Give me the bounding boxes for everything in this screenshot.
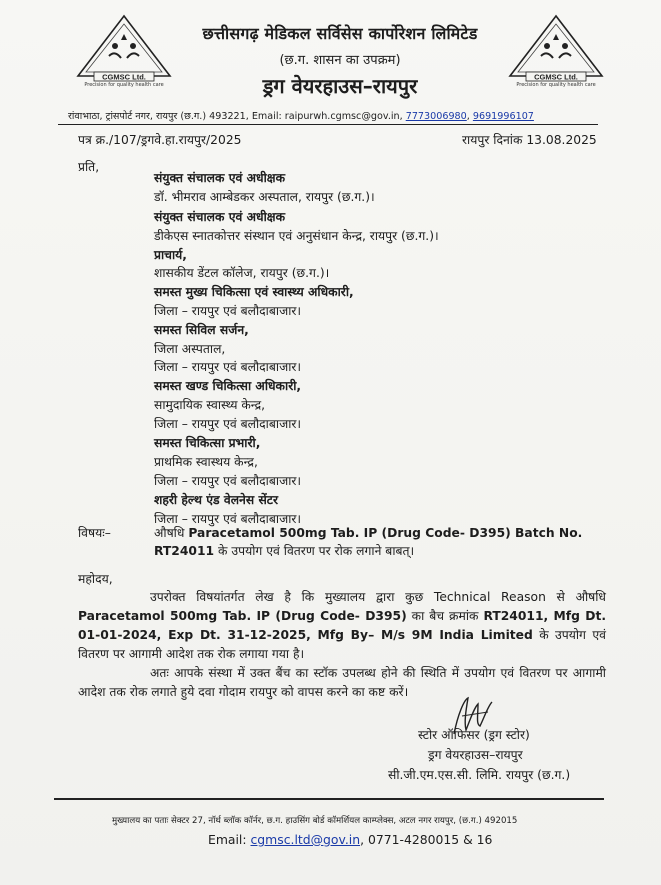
address-text: रांवाभाठा, ट्रांसपोर्ट नगर, रायपुर (छ.ग.) 493221, Email: raipurwh.cgmsc@gov.in, (68, 111, 406, 122)
recipient-line: सामुदायिक स्वास्थ्य केन्द्र, (154, 398, 266, 412)
hq-address: मुख्यालय का पताः सेक्टर 27, नॉर्थ ब्लॉक कॉर्नर, छ.ग. हाउसिंग बोर्ड कॉमर्शियल काम्प्लेक्स, अटल नगर रायपुर, (छ.ग.) 492015 (112, 816, 518, 826)
footer-contact (208, 832, 492, 847)
footer-email-label: Email: (208, 832, 251, 847)
footer-divider (54, 798, 604, 800)
logo-text: CGMSC Ltd. (534, 72, 578, 82)
to-label: प्रति, (78, 160, 100, 174)
recipient-line: जिला – रायपुर एवं बलौदाबाजार। (154, 474, 302, 488)
subject-text (154, 524, 604, 560)
cgmsc-emblem-icon (504, 12, 608, 88)
recipient-line: जिला – रायपुर एवं बलौदाबाजार। (154, 512, 302, 526)
footer-email-link[interactable]: cgmsc.ltd@gov.in (250, 832, 361, 847)
recipient-line: जिला – रायपुर एवं बलौदाबाजार। (154, 360, 302, 374)
recipient-line: समस्त मुख्य चिकित्सा एवं स्वास्थ्य अधिकारी, (154, 285, 354, 299)
recipient-line: शहरी हेल्थ एंड वेलनेस सेंटर (154, 493, 278, 507)
cgmsc-logo-right (504, 12, 608, 100)
phone-link-2[interactable]: 9691996107 (472, 111, 534, 122)
logo-tagline: Precision for quality health care (84, 82, 164, 88)
recipient-line: डॉ. भीमराव आम्बेडकर अस्पताल, रायपुर (छ.ग.)। (154, 190, 375, 204)
address-line (68, 109, 534, 122)
recipient-line: संयुक्त संचालक एवं अधीक्षक (154, 171, 286, 185)
p1-batch-details: RT24011, Mfg Dt. 01-01-2024, Exp Dt. 31-12-2025, Mfg By– M/s 9M India Limited (78, 609, 606, 642)
letterhead-title-block (190, 22, 490, 99)
recipient-line: प्राथमिक स्वास्थय केन्द्र, (154, 455, 258, 469)
org-name: छत्तीसगढ़ मेडिकल सर्विसेस कार्पोरेशन लिमिटेड (202, 24, 478, 43)
recipient-line: समस्त खण्ड चिकित्सा अधिकारी, (154, 379, 302, 393)
signatory-designation: स्टोर ऑफिसर (ड्रग स्टोर) (418, 728, 530, 742)
recipient-line: शासकीय डेंटल कॉलेज, रायपुर (छ.ग.)। (154, 266, 330, 280)
phone-separator: , (466, 111, 473, 122)
header-divider (58, 124, 598, 125)
p1-text-e: के उपयोग एवं वितरण पर आगामी आदेश तक रोक लगाया गया है। (78, 628, 606, 661)
office-name: ड्रग वेयरहाउस–रायपुर (262, 74, 418, 98)
cgmsc-emblem-icon (72, 12, 176, 88)
paragraph-1 (78, 588, 606, 664)
footer-phone: , 0771-4280015 & 16 (360, 832, 493, 847)
recipient-line: डीकेएस स्नातकोत्तर संस्थान एवं अनुसंधान केन्द्र, रायपुर (छ.ग.)। (154, 229, 439, 243)
subject-drug: Paracetamol 500mg Tab. IP (Drug Code- D395) Batch No. RT24011 (154, 526, 583, 558)
p1-text-c: का बैच क्रमांक (406, 609, 484, 623)
org-subtitle: (छ.ग. शासन का उपक्रम) (279, 53, 401, 68)
salutation: महोदय, (78, 572, 113, 586)
recipient-line: जिला – रायपुर एवं बलौदाबाजार। (154, 304, 302, 318)
logo-text: CGMSC Ltd. (102, 72, 146, 82)
subject-suffix: के उपयोग एवं वितरण पर रोक लगाने बाबत्। (214, 544, 415, 558)
signatory-org: सी.जी.एम.एस.सी. लिमि. रायपुर (छ.ग.) (388, 768, 571, 782)
reference-number: पत्र क्र./107/ड्रगवे.हा.रायपुर/2025 (78, 133, 242, 147)
letter-date: रायपुर दिनांक 13.08.2025 (462, 133, 597, 147)
paragraph-2 (78, 664, 606, 702)
p2-text: अतः आपके संस्था में उक्त बैंच का स्टॉक उपलब्ध होने की स्थिति में उपयोग एवं वितरण पर आगामी आदेश तक रोक लगाते हुये दवा गोदाम रायपुर को वापस करने का कष्ट करें। (78, 666, 606, 699)
subject-prefix: औषधि (154, 526, 189, 540)
recipient-line: जिला – रायपुर एवं बलौदाबाजार। (154, 417, 302, 431)
recipient-line: जिला अस्पताल, (154, 342, 226, 356)
subject-label: विषयः– (78, 526, 111, 540)
phone-link-1[interactable]: 7773006980 (405, 111, 467, 122)
p1-text-a: उपरोक्त विषयांतर्गत लेख है कि मुख्यालय द्वारा कुछ Technical Reason से औषधि (150, 590, 606, 604)
recipient-line: संयुक्त संचालक एवं अधीक्षक (154, 210, 286, 224)
p1-drug: Paracetamol 500mg Tab. IP (Drug Code- D395) (78, 609, 407, 623)
recipient-line: समस्त सिविल सर्जन, (154, 323, 249, 337)
logo-tagline: Precision for quality health care (516, 82, 596, 88)
recipient-line: प्राचार्य, (154, 248, 187, 262)
signatory-office: ड्रग वेयरहाउस–रायपुर (428, 748, 523, 762)
cgmsc-logo-left (72, 12, 176, 100)
recipient-line: समस्त चिकित्सा प्रभारी, (154, 436, 261, 450)
